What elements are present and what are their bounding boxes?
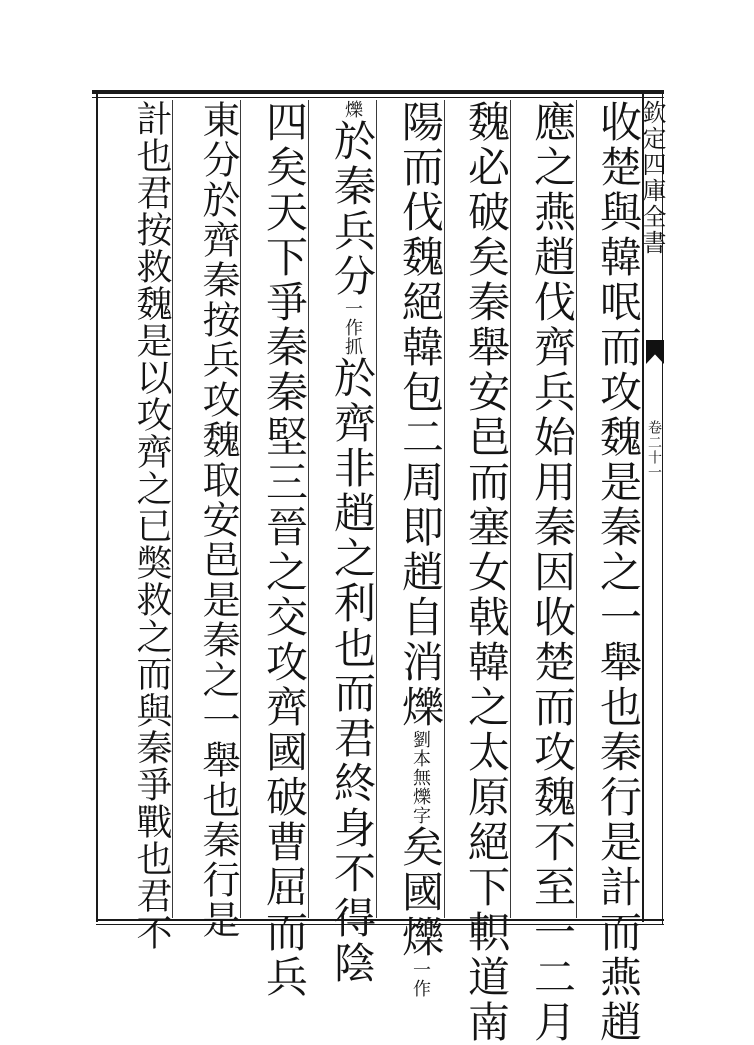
column-text: 魏必破矣秦舉安邑而塞女戟韓之太原絕下軹道南 bbox=[462, 100, 511, 1045]
text-column-3 bbox=[450, 100, 511, 1045]
top-border-rule bbox=[92, 90, 664, 94]
interlinear-note: 劉本無爍字 bbox=[410, 730, 431, 825]
column-text: 於齊非趙之利也而君終身不得陰 bbox=[328, 356, 377, 986]
bottom-border-rule bbox=[96, 919, 664, 921]
book-title: 欽定四庫全書 bbox=[638, 100, 666, 256]
left-border-rule bbox=[96, 94, 98, 922]
interlinear-note: 一作抓 bbox=[342, 299, 363, 356]
text-column-4 bbox=[382, 100, 445, 998]
bottom-border-inner-rule bbox=[96, 924, 664, 925]
column-text: 於秦兵分 bbox=[328, 119, 377, 299]
text-column-5 bbox=[314, 100, 377, 986]
text-column-1 bbox=[582, 100, 643, 1045]
top-border-inner-rule bbox=[92, 97, 664, 98]
text-column-2 bbox=[516, 100, 577, 1045]
column-divider bbox=[172, 100, 173, 918]
interlinear-note: 一作 bbox=[410, 960, 431, 998]
text-column-7 bbox=[178, 100, 240, 940]
text-column-6 bbox=[246, 100, 309, 1000]
column-text: 應之燕趙伐齊兵始用秦因收楚而攻魏不至一二月 bbox=[528, 100, 577, 1045]
text-column-8 bbox=[104, 100, 172, 951]
column-text: 四矣天下爭秦秦堅三晉之交攻齊國破曹屈而兵 bbox=[260, 100, 309, 1000]
chapter-number: 卷二十一 bbox=[646, 420, 662, 480]
interlinear-note: 爍 bbox=[342, 100, 363, 119]
column-divider bbox=[240, 100, 241, 918]
fish-tail-mark bbox=[646, 340, 664, 364]
column-text: 矣國爍 bbox=[396, 825, 445, 960]
column-text: 收楚與韓呡而攻魏是秦之一舉也秦行是計而燕趙 bbox=[594, 100, 643, 1045]
column-text: 陽而伐魏絕韓包二周即趙自消爍 bbox=[396, 100, 445, 730]
column-text: 東分於齊秦按兵攻魏取安邑是秦之一舉也秦行是 bbox=[196, 100, 240, 940]
column-text: 計也君按救魏是以攻齊之已獘救之而與秦爭戰也君不 bbox=[131, 100, 172, 951]
